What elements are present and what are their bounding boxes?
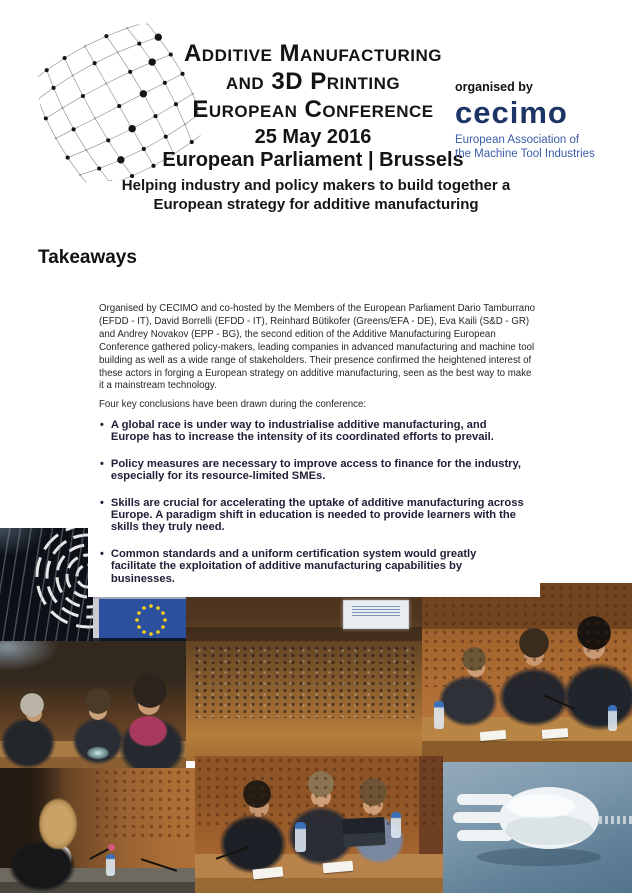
takeaways-heading: Takeaways <box>38 247 137 268</box>
cecimo-tagline-line-2: the Machine Tool Industries <box>455 148 595 160</box>
conclusion-text: • A global race is under way to industrialise additive manufacturing, and Europe has to increase the intensity of its coordinated efforts to prevail. <box>110 419 494 444</box>
conclusion-item <box>100 458 524 483</box>
organised-by-label: organised by <box>455 80 533 94</box>
conclusion-item <box>100 548 524 585</box>
conference-venue: European Parliament | Brussels <box>162 149 464 171</box>
title-line-2: and 3D Printing <box>225 68 401 95</box>
conclusion-item <box>100 497 524 534</box>
title-line-3: European Conference <box>192 96 434 123</box>
conclusion-text: • Policy measures are necessary to improve access to finance for the industry, especially for its resource-limited SMEs. <box>110 457 522 483</box>
key-conclusions-list <box>100 419 524 599</box>
conference-date: 25 May 2016 <box>254 126 372 148</box>
title-line-1: Additive Manufacturing <box>183 40 443 67</box>
conclusion-item <box>100 419 524 444</box>
cecimo-tagline-line-1: European Association of <box>455 134 580 146</box>
conclusion-text: • Skills are crucial for accelerating the uptake of additive manufacturing across Europe. A paradigm shift in education is needed to provide learners with the skills they truly need. <box>110 496 524 534</box>
conference-title-block <box>148 40 478 172</box>
takeaways-intro-paragraph: Organised by CECIMO and co-hosted by the Members of the European Parliament Dario Tamburrano (EFDD - IT), David Borrelli (EFDD - IT), Reinhard Bütikofer (Greens/EFA - DE), Eva Kaili (S&D - GR) and Andrey Novakov (EPP - BG), the second edition of the Additive Manufacturing European Conference gathered policy-makers, leading companies in advanced manufacturing and machine tool building as well as a wide range of stakeholders. Their presence confirmed the heightened interest of these actors in forging a European strategy on additive manufacturing, seen as the best way to make it a mainstream technology. <box>99 303 535 392</box>
cecimo-logo-text: cecimo <box>455 95 568 130</box>
cecimo-tagline <box>455 133 620 161</box>
organiser-block <box>455 80 620 161</box>
subtitle-line-1: Helping industry and policy makers to build together a <box>121 177 511 194</box>
conference-subtitle <box>66 176 566 214</box>
conclusions-lead-in: Four key conclusions have been drawn during the conference: <box>99 399 367 410</box>
conclusion-text: • Common standards and a uniform certification system would greatly facilitate the exploitation of additive manufacturing capabilities by businesses. <box>110 547 477 585</box>
subtitle-line-2: European strategy for additive manufacturing <box>153 196 479 213</box>
